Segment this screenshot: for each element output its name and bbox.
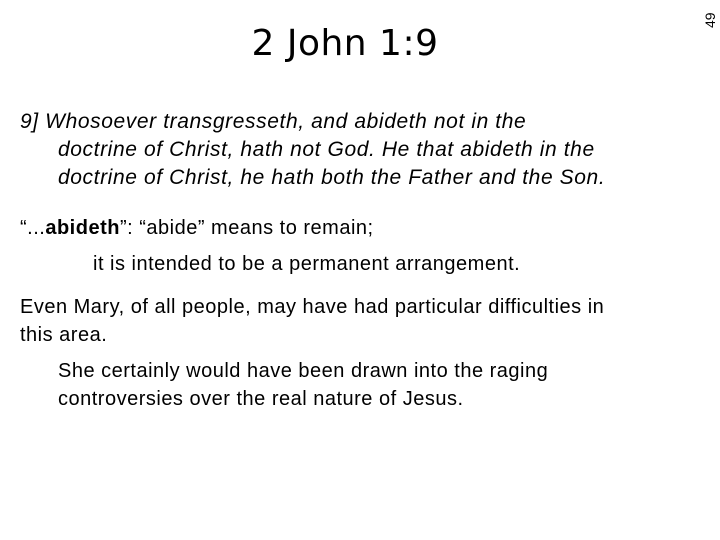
abide-open-quote: “... [20, 217, 46, 239]
mary-line: this area. [20, 324, 108, 346]
abide-explanation [20, 210, 700, 282]
abide-permanence-line: it is intended to be a permanent arrangement. [93, 253, 521, 275]
verse-line: doctrine of Christ, he hath both the Father and the Son. [58, 166, 606, 189]
mary-sub-line: She certainly would have been drawn into the raging [58, 360, 549, 382]
verse-line: 9] Whosoever transgresseth, and abideth not in the [20, 110, 527, 133]
page-number: 49 [702, 12, 718, 28]
abide-definition: ”: “abide” means to remain; [119, 217, 374, 239]
abide-definition-line [20, 210, 700, 246]
mary-sub-line: controversies over the real nature of Jesus. [58, 388, 464, 410]
verse-text [20, 108, 700, 192]
slide-title: 2 John 1:9 [251, 23, 439, 64]
mary-paragraph [20, 293, 700, 413]
verse-line: doctrine of Christ, hath not God. He that abideth in the [58, 138, 595, 161]
abide-term: abideth [45, 217, 120, 239]
mary-line: Even Mary, of all people, may have had particular difficulties in [20, 296, 605, 318]
mary-subpoint [20, 357, 700, 413]
